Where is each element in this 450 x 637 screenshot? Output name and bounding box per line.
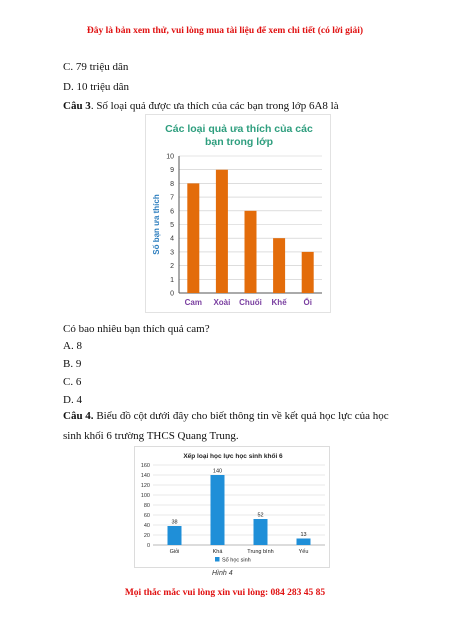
question-3 <box>63 99 339 113</box>
preview-notice: Đây là bản xem thử, vui lòng mua tài liệu để xem chi tiết (có lời giải) <box>86 26 364 36</box>
y-tick-label: 6 <box>170 208 174 216</box>
bar-1 <box>216 170 228 293</box>
bar-2 <box>245 211 257 293</box>
y-tick-label: 0 <box>170 290 174 298</box>
y-axis-label: Số bạn ưa thích <box>152 194 161 255</box>
data-label: 52 <box>257 512 264 519</box>
data-label: 38 <box>171 519 178 526</box>
x-tick-label: Trung bình <box>247 549 274 555</box>
x-tick-label: Giỏi <box>169 549 180 555</box>
chart-title: Xếp loại học lực học sinh khối 6 <box>183 453 283 460</box>
bar-1 <box>211 475 225 545</box>
x-tick-label: Khá <box>212 549 223 555</box>
figure-caption: Hình 4 <box>212 570 233 577</box>
y-tick-label: 100 <box>140 493 150 499</box>
question-3-text: . Số loại quả được ưa thích của các bạn trong lớp 6A8 là <box>90 100 339 112</box>
question-3-label: Câu 3 <box>63 100 91 112</box>
y-tick-label: 4 <box>170 235 174 243</box>
option-c: C. 6 <box>63 376 82 388</box>
bar-0 <box>168 526 182 545</box>
y-tick-label: 7 <box>170 194 174 202</box>
y-tick-label: 0 <box>146 543 150 549</box>
y-tick-label: 10 <box>166 153 174 161</box>
x-tick-label: Khế <box>271 298 287 307</box>
question-4-label: Câu 4. <box>63 410 94 422</box>
y-tick-label: 140 <box>140 473 150 479</box>
y-tick-label: 40 <box>143 523 150 529</box>
option-d: D. 4 <box>63 394 82 406</box>
x-tick-label: Yếu <box>298 549 309 555</box>
fruit-chart-svg <box>146 115 332 314</box>
y-tick-label: 8 <box>170 180 174 188</box>
option-d-prev: D. 10 triệu dân <box>63 81 129 93</box>
bar-4 <box>302 252 314 293</box>
bar-3 <box>297 539 311 546</box>
question-3-prompt: Có bao nhiêu bạn thích quả cam? <box>63 323 210 335</box>
data-label: 13 <box>300 532 307 538</box>
question-4-text: Biểu đồ cột dưới đây cho biết thông tin về kết quả học lực của học sinh khối 6 trường THCS Quang Trung. <box>63 410 389 442</box>
legend-label: Số học sinh <box>222 557 251 564</box>
data-label: 140 <box>212 468 223 475</box>
legend-swatch <box>215 557 220 562</box>
grade-chart-svg <box>135 447 331 569</box>
option-a: A. 8 <box>63 340 82 352</box>
option-c-prev: C. 79 triệu dân <box>63 61 129 73</box>
x-tick-label: Chuối <box>239 298 262 307</box>
x-tick-label: Ổi <box>303 298 312 307</box>
question-4 <box>63 406 403 446</box>
y-tick-label: 60 <box>143 513 150 519</box>
y-tick-label: 120 <box>140 483 150 489</box>
y-tick-label: 5 <box>170 222 174 229</box>
y-tick-label: 80 <box>143 503 150 509</box>
y-tick-label: 2 <box>170 263 174 271</box>
option-b: B. 9 <box>63 358 82 370</box>
x-tick-label: Xoài <box>213 298 231 307</box>
chart-title-line-1: Các loại quả ưa thích của các <box>165 123 313 135</box>
y-tick-label: 3 <box>170 249 174 257</box>
bar-3 <box>273 238 285 293</box>
chart-title-line-2: bạn trong lớp <box>204 136 274 148</box>
bar-2 <box>254 519 268 545</box>
contact-notice: Mọi thắc mắc vui lòng xin vui lòng: 084 283 45 85 <box>124 588 326 598</box>
y-tick-label: 9 <box>170 167 174 175</box>
fruit-chart <box>145 114 331 313</box>
y-tick-label: 20 <box>143 533 150 539</box>
x-tick-label: Cam <box>184 298 202 307</box>
bar-0 <box>187 183 199 293</box>
y-tick-label: 160 <box>140 463 150 469</box>
y-tick-label: 1 <box>170 276 174 284</box>
grade-chart <box>134 446 330 568</box>
